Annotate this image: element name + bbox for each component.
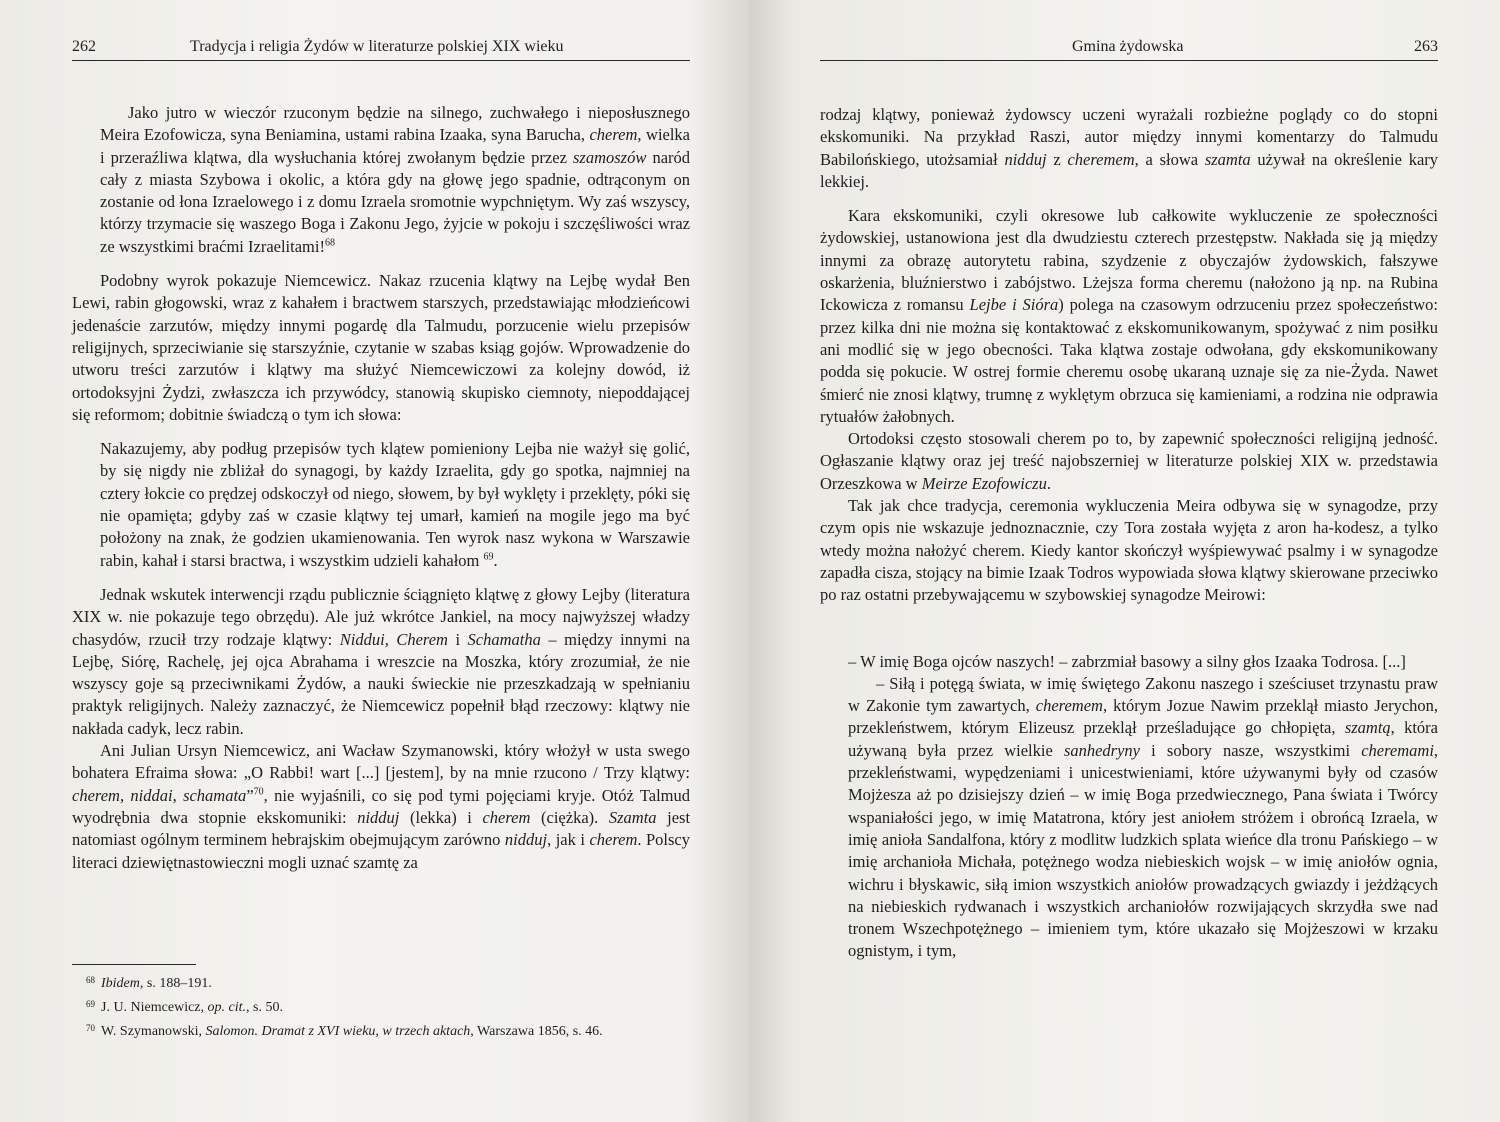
right-page [750,0,1500,1122]
footnote-ref: 69 [483,551,494,563]
block-quote-klatwa [820,651,1438,963]
footnote: $^{68}$ Ibidem, s. 188–191. [86,975,212,991]
block-quote-niemcewicz [72,438,690,572]
footnote: $^{70}$ W. Szymanowski, Salomon. Dramat z XVI wieku, w trzech aktach, Warszawa 1856, s. 46. [86,1023,603,1039]
paragraph: Jako jutro w wieczór rzuconym będzie na silnego, zuchwałego i nieposłusznego Meira Ezofowicza, syna Beniamina, ustami rabina Izaaka, syna Barucha, cherem, wielka i przeraźliwa klątwa, dla wysłuchania której zwołanym będzie przez szamoszów naród cały z miasta Szybowa i okolic, a która gdy na głowę jego spadnie, odtrąconym on zostanie od łona Izraelowego i z domu Izraela sromotnie wypchniętym. Wy zaś wszyscy, którzy trzymacie się waszego Boga i Zakonu Jego, żyjcie w pokoju i szczęśliwości wraz ze wszystkimi braćmi Izraelitami!$^{68}$ [100,103,691,256]
right-body-text [820,104,1438,963]
running-title: Gmina żydowska [1072,38,1184,55]
block-quote-orzeszkowa [72,102,690,258]
paragraph: – Siłą i potęgą świata, w imię świętego Zakonu naszego i sześciuset trzynastu praw w Zakonie tym zawartych, cheremem, którym Jozue Nawim przeklął miasto Jerychon, przekleństwem, którym Elizeusz przeklął prześladujące go chłopięta, szamtą, która używaną była przez wielkie sanhedryny i sobory nasze, wszystkimi cheremami, przekleństwami, wypędzeniami i unicestwieniami, które używanymi były od czasów Mojżesza aż po dzisiejszy dzień – w imię Boga przedwiecznego, Pana świata i Twórcy wspaniałości jego, w imię Matatrona, który jest aniołem stróżem i obrońcą Izraela, w imię anioła Sandalfona, który z modlitw ludzkich splata wieńce dla tronu Pańskiego – w imię archanioła Michała, potężnego wodza niebieskich wojsk – w imię aniołów ognia, wichru i błyskawic, siłą imion wszystkich aniołów prowadzących gwiazdy i jeżdżących na niebieskich rydwanach i wszystkich archaniołów rozwijających skrzydła swe nad tronem Wszechpotężnego – imieniem tym, które ukazało się Mojżeszowi w krzaku ognistym, i tym, [848,673,1439,961]
right-running-head [820,36,1438,61]
paragraph: Tak jak chce tradycja, ceremonia wykluczenia Meira odbywa się w synagodze, przy czym opis nie wskazuje jednoznacznie, czy Tora została wyjęta z aron ha-kodesz, a tylko wtedy można nałożyć cherem. Kiedy kantor skończył wyśpiewywać psalmy i w synagodze zapadła cisza, stojący na bimie Izaak Todros wypowiada słowa klątwy skierowane przeciwko po raz ostatni przebywającemu w szybowskiej synagodze Meirowi: [820,496,1438,605]
footnote: $^{69}$ J. U. Niemcewicz, op. cit., s. 50. [86,999,283,1015]
left-running-head [72,36,690,61]
paragraph: Nakazujemy, aby podług przepisów tych klątew pomieniony Lejba nie ważył się golić, by się nigdy nie zbliżał do synagogi, by każdy Izraelita, gdy go spotka, najmniej na cztery łokcie co prędzej odskoczył od niego, słowem, by był wyklęty i przeklęty, póki się nie opamięta; gdyby zaś w czasie klątwy tej umarł, kamień na mogile jego ma być położony na znak, że godzien ukamienowania. Ten wyrok nasz wykona w Warszawie rabin, kahał i starsi bractwa, i wszystkim udzieli kahałom $^{69}$. [100,439,690,570]
footnote-ref: 68 [324,237,335,249]
paragraph: – W imię Boga ojców naszych! – zabrzmiał basowy a silny głos Izaaka Todrosa. [...] [848,651,1406,671]
paragraph: Ani Julian Ursyn Niemcewicz, ani Wacław Szymanowski, który włożył w usta swego bohatera Efraima słowa: „O Rabbi! wart [...] [jestem], by na mnie rzucono / Trzy klątwy: cherem, niddai, schamata”$^{70}$, nie wyjaśnili, co się pod tymi pojęciami kryje. Otóż Talmud wyodrębnia dwa stopnie ekskomuniki: nidduj (lekka) i cherem (ciężka). Szamta jest natomiast ogólnym terminem hebrajskim obejmującym zarówno nidduj, jak i cherem. Polscy literaci dziewiętnastowieczni mogli uznać szamtę za [72,741,691,872]
paragraph: Jednak wskutek interwencji rządu publicznie ściągnięto klątwę z głowy Lejby (literatura XIX w. nie pokazuje tego obrzędu). Ale już wkrótce Jankiel, na mocy najwyższej władzy chasydów, rzucił trzy rodzaje klątwy: Niddui, Cherem i Schamatha – między innymi na Lejbę, Siórę, Rachelę, jej ojca Abrahama i wreszcie na Moszka, który zrozumiał, że nie wszyscy goje są przeciwnikami Żydów, a nauki świeckie nie przeszkadzają w spełnianiu praktyk religijnych. Należy zaznaczyć, że Niemcewicz popełnił błąd rzeczowy: klątwy nie nakłada cadyk, lecz rabin. [72,584,691,738]
page-number: 262 [72,38,96,55]
page-number: 263 [1414,38,1438,55]
paragraph: rodzaj klątwy, ponieważ żydowscy uczeni wyrażali rozbieżne poglądy co do stopni ekskomuniki. Na przykład Raszi, autor między innymi komentarzy do Talmudu Babilońskiego, utożsamiał nidduj z cheremem, a słowa szamta używał na określenie kary lekkiej. [820,105,1439,191]
footnote-ref: 70 [253,786,264,798]
running-title: Tradycja i religia Żydów w literaturze polskiej XIX wieku [190,38,564,55]
paragraph: Podobny wyrok pokazuje Niemcewicz. Nakaz rzucenia klątwy na Lejbę wydał Ben Lewi, rabin głogowski, wraz z kahałem i bractwem starszych, przedstawiając młodzieńcowi jedenaście zarzutów, między innymi pogardę dla Talmudu, porzucenie wielu przepisów religijnych, sprzeciwianie się starszyźnie, czytanie w szabas ksiąg gojów. Wprowadzenie do utworu treści zarzutów i klątwy ma służyć Niemcewiczowi za kolejny dowód, iż ortodoksyjni Żydzi, zwłaszcza ich przywódcy, stanowią skupisko ciemnoty, niepoddającej się reformom; dobitnie świadczą o tym ich słowa: [72,271,690,424]
paragraph: Ortodoksi często stosowali cherem po to, by zapewnić społeczności religijną jedność. Ogłaszanie klątwy oraz jej treść najobszerniej w literaturze polskiej XIX w. przedstawia Orzeszkowa w Meirze Ezofowiczu. [820,429,1438,493]
footnote-divider [72,964,196,965]
paragraph: Kara ekskomuniki, czyli okresowe lub całkowite wykluczenie ze społeczności żydowskiej, ustanowiona jest dla dwudziestu czterech przestępstw. Nakłada się ją między innymi za obrazę autorytetu rabina, szydzenie z obyczajów żydowskich, fałszywe oskarżenia, bluźnierstwo i zabójstwo. Lżejsza forma cheremu (nałożono ją np. na Rubina Ickowicza z romansu Lejbe i Sióra) polega na czasowym odrzuceniu przez społeczeństwo: przez kilka dni nie można się kontaktować z ekskomunikowanym, spożywać z nim posiłku ani modlić się w jego obecności. Taka klątwa zostaje odwołana, gdy ekskomunikowany podda się pokucie. W ostrej formie cheremu osobę ukaraną uznaje się za nie-Żyda. Nawet śmierć nie znosi klątwy, trumnę z wyklętym obrzuca się kamieniami, a rodzina nie odprawia rytuałów żałobnych. [820,206,1438,426]
footnotes [72,970,690,1042]
left-body-text [72,102,690,874]
